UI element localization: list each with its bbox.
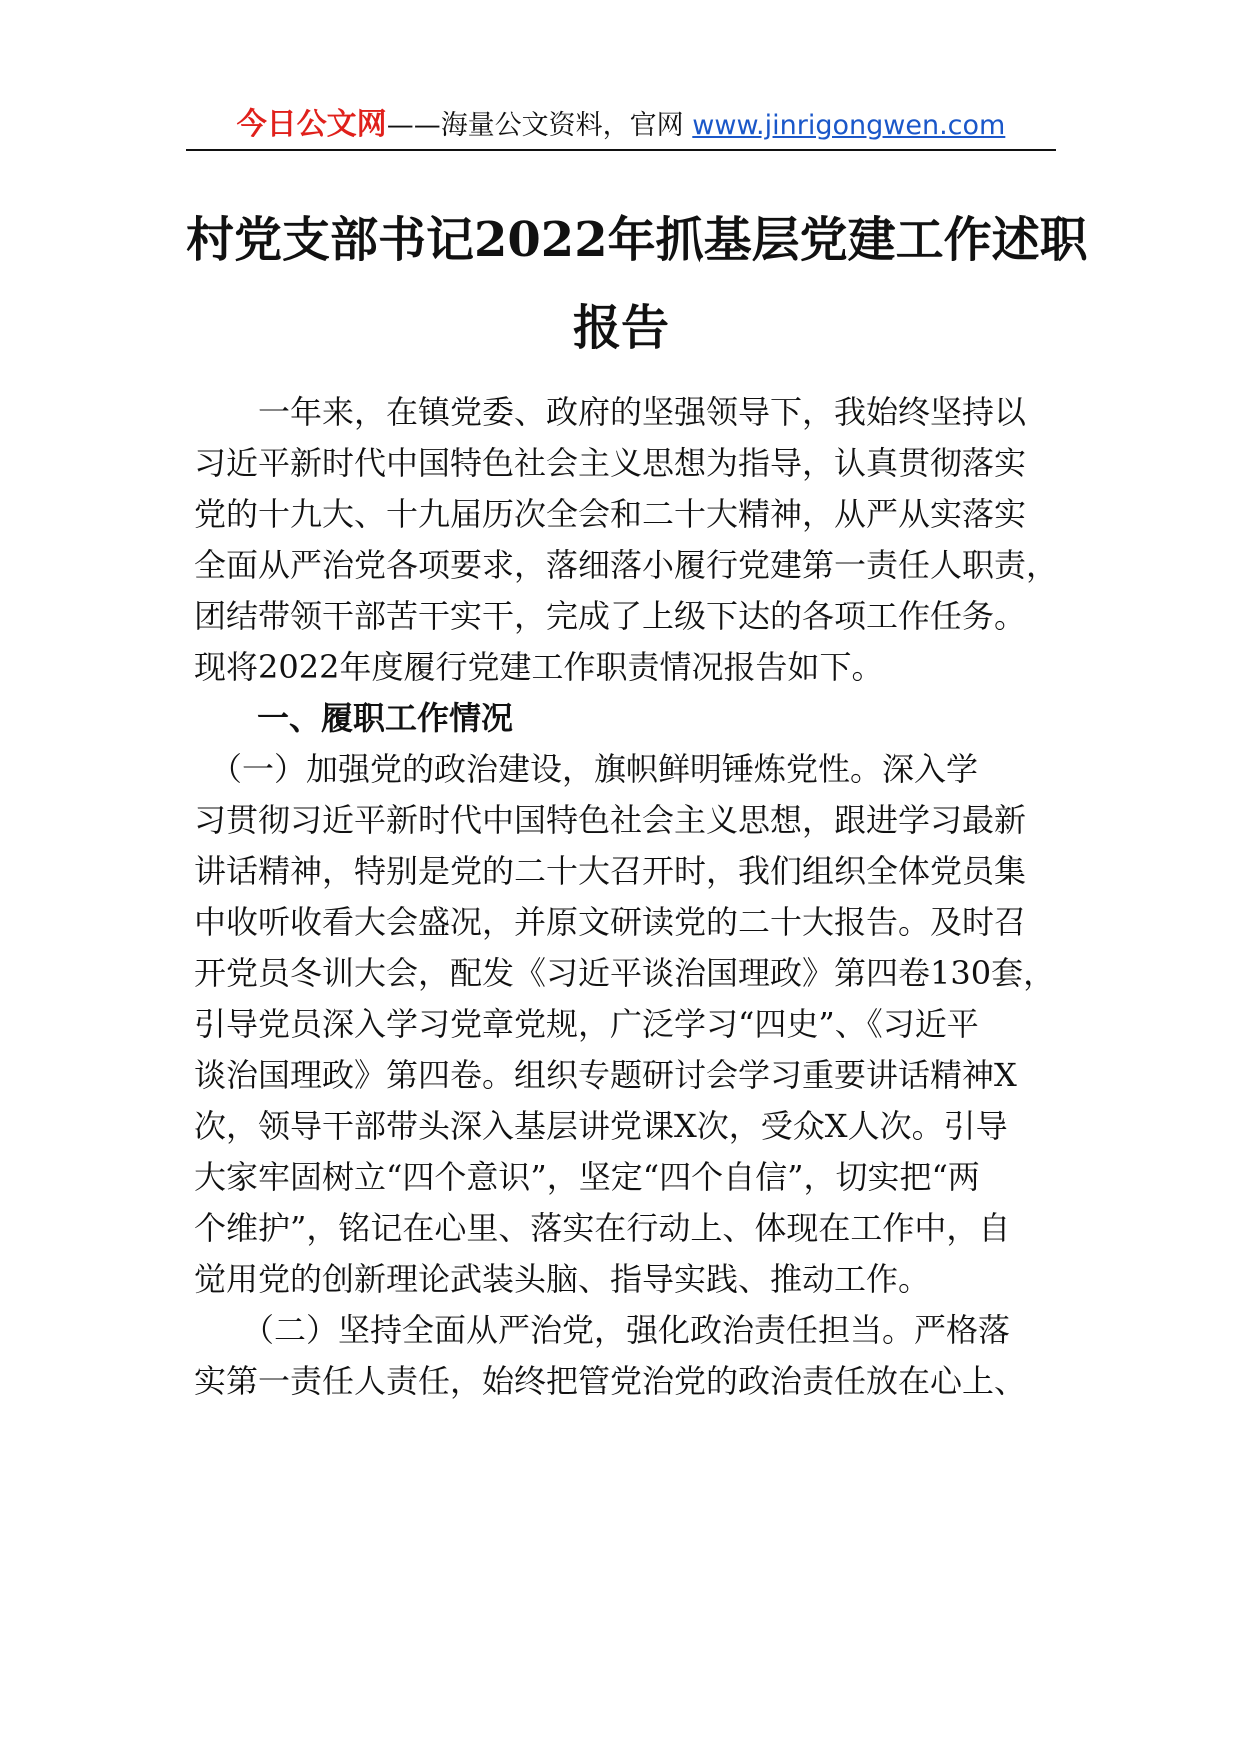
site-url-link[interactable]: www.jinrigongwen.com xyxy=(692,110,1006,141)
header-divider xyxy=(186,149,1056,151)
document-title-line-2: 报告 xyxy=(572,300,669,356)
body-line: 觉用党的创新理论武装头脑、指导实践、推动工作。 xyxy=(194,1260,931,1298)
body-line: 次，领导干部带头深入基层讲党课X次，受众X人次。引导 xyxy=(194,1107,1008,1145)
site-tagline: ——海量公文资料，官网 xyxy=(386,110,693,141)
body-line: 实第一责任人责任，始终把管党治党的政治责任放在心上、 xyxy=(194,1362,1027,1400)
body-line: 大家牢固树立“四个意识”，坚定“四个自信”，切实把“两 xyxy=(194,1158,980,1196)
body-line: （二）坚持全面从严治党，强化政治责任担当。严格落 xyxy=(194,1311,1011,1349)
body-line: 习近平新时代中国特色社会主义思想为指导，认真贯彻落实 xyxy=(194,444,1027,482)
site-header xyxy=(186,100,1056,150)
body-line: 全面从严治党各项要求，落细落小履行党建第一责任人职责， xyxy=(194,546,1059,584)
site-brand[interactable]: 今日公文网 xyxy=(236,107,387,142)
body-line: 引导党员深入学习党章党规，广泛学习“四史”、《习近平 xyxy=(194,1005,979,1043)
body-line: 团结带领干部苦干实干，完成了上级下达的各项工作任务。 xyxy=(194,597,1027,635)
document-title-line-1: 村党支部书记2022年抓基层党建工作述职 xyxy=(186,212,1088,268)
body-line: 习贯彻习近平新时代中国特色社会主义思想，跟进学习最新 xyxy=(194,801,1027,839)
body-line: 党的十九大、十九届历次全会和二十大精神，从严从实落实 xyxy=(194,495,1027,533)
body-line: 讲话精神，特别是党的二十大召开时，我们组织全体党员集 xyxy=(194,852,1027,890)
body-line: （一）加强党的政治建设，旗帜鲜明锤炼党性。深入学 xyxy=(194,750,979,788)
body-line: 开党员冬训大会，配发《习近平谈治国理政》第四卷130套， xyxy=(194,954,1056,992)
body-line: 现将2022年度履行党建工作职责情况报告如下。 xyxy=(194,648,884,686)
body-line: 谈治国理政》第四卷。组织专题研讨会学习重要讲话精神X xyxy=(194,1056,1017,1094)
section-heading: 一、履职工作情况 xyxy=(257,699,514,737)
body-line: 个维护”，铭记在心里、落实在行动上、体现在工作中，自 xyxy=(194,1209,1011,1247)
body-line: 中收听收看大会盛况，并原文研读党的二十大报告。及时召 xyxy=(194,903,1027,941)
body-line: 一年来，在镇党委、政府的坚强领导下，我始终坚持以 xyxy=(194,393,1027,431)
